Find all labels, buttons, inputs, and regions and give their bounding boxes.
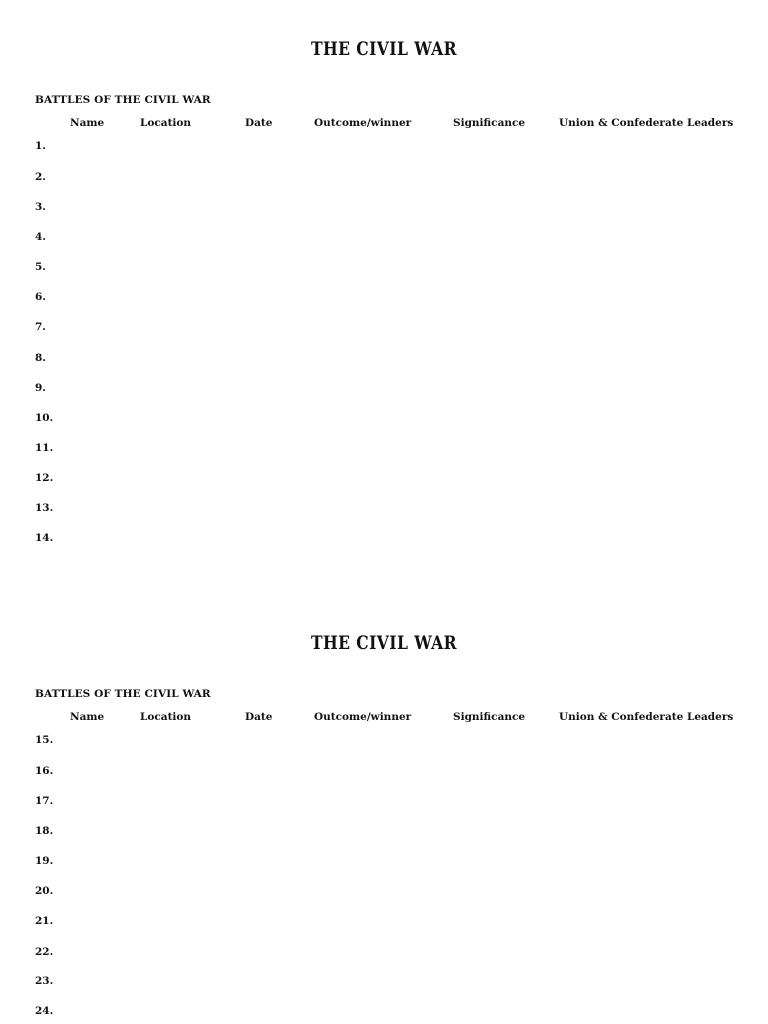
column-header-location: Location	[140, 711, 192, 723]
column-header-outcome: Outcome/winner	[314, 711, 412, 723]
row-number: 2.	[35, 171, 46, 183]
page-title: THE CIVIL WAR	[311, 38, 457, 60]
row-number: 19.	[35, 855, 54, 867]
row-number: 9.	[35, 382, 46, 394]
row-number: 1.	[35, 140, 46, 152]
row-number: 4.	[35, 231, 46, 243]
column-header-significance: Significance	[453, 711, 526, 723]
row-number: 6.	[35, 291, 46, 303]
row-number: 23.	[35, 975, 54, 987]
row-number: 24.	[35, 1005, 54, 1017]
column-header-significance: Significance	[453, 117, 526, 129]
section-subtitle: BATTLES OF THE CIVIL WAR	[35, 688, 211, 700]
row-number: 22.	[35, 946, 54, 958]
column-header-leaders: Union & Confederate Leaders	[559, 117, 734, 129]
row-number: 20.	[35, 885, 54, 897]
row-number: 16.	[35, 765, 54, 777]
row-number: 12.	[35, 472, 54, 484]
row-number: 7.	[35, 321, 46, 333]
column-header-name: Name	[70, 711, 105, 723]
row-number: 10.	[35, 412, 54, 424]
row-number: 18.	[35, 825, 54, 837]
row-number: 17.	[35, 795, 54, 807]
section-subtitle: BATTLES OF THE CIVIL WAR	[35, 94, 211, 106]
row-number: 8.	[35, 352, 46, 364]
column-header-leaders: Union & Confederate Leaders	[559, 711, 734, 723]
column-header-date: Date	[245, 117, 273, 129]
column-header-location: Location	[140, 117, 192, 129]
row-number: 15.	[35, 734, 54, 746]
row-number: 21.	[35, 915, 54, 927]
page-title: THE CIVIL WAR	[311, 632, 457, 654]
row-number: 3.	[35, 201, 46, 213]
column-header-name: Name	[70, 117, 105, 129]
column-header-date: Date	[245, 711, 273, 723]
row-number: 13.	[35, 502, 54, 514]
column-header-outcome: Outcome/winner	[314, 117, 412, 129]
row-number: 14.	[35, 532, 54, 544]
row-number: 11.	[35, 442, 54, 454]
row-number: 5.	[35, 261, 46, 273]
